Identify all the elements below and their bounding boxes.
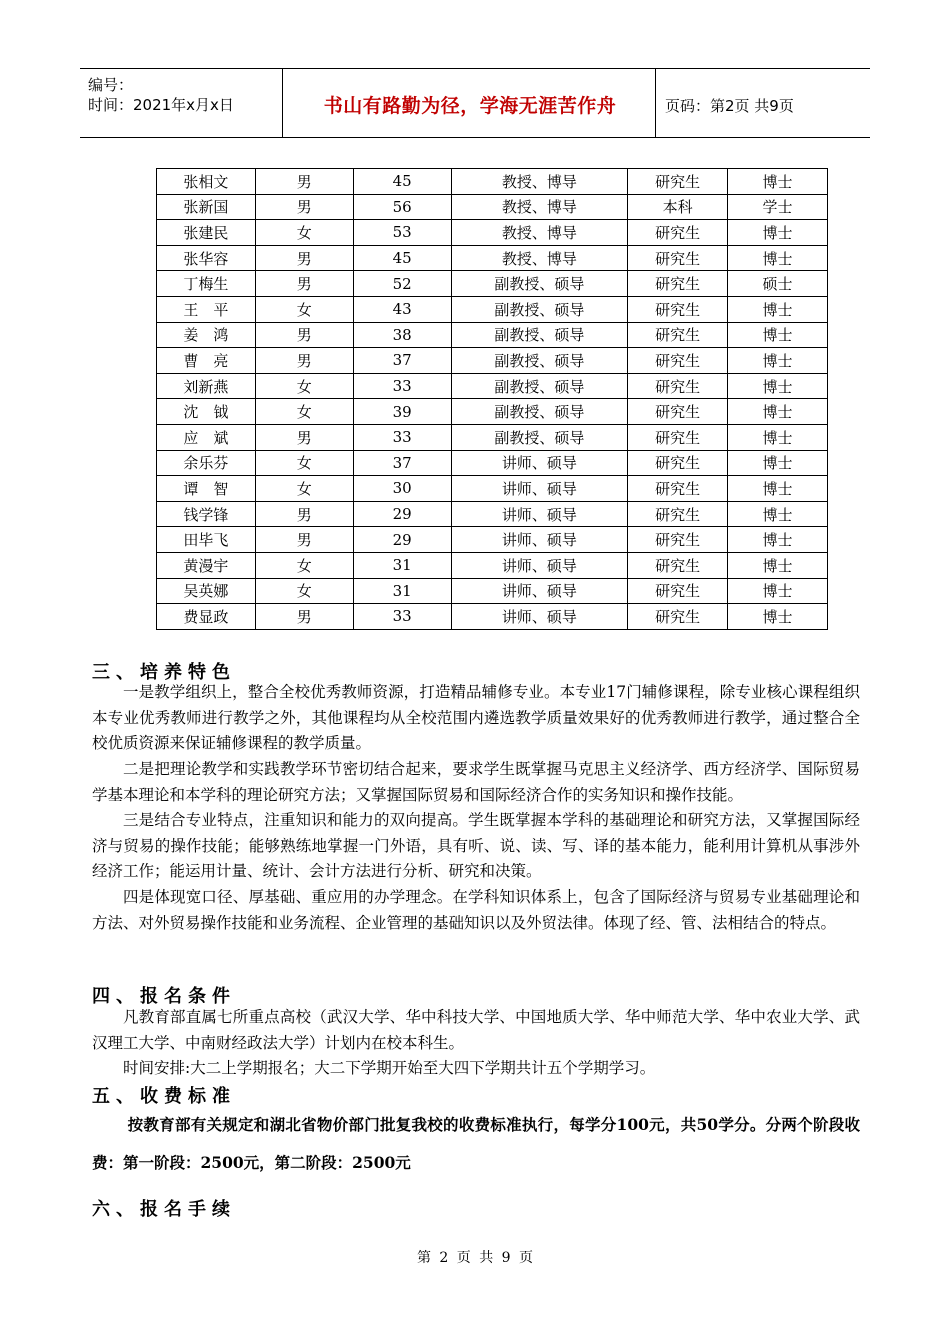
table-row bbox=[157, 476, 828, 502]
education-cell: 研究生 bbox=[628, 296, 728, 322]
name-cell: 张华容 bbox=[157, 245, 256, 271]
gender-cell: 男 bbox=[255, 348, 353, 374]
age-cell: 38 bbox=[353, 322, 451, 348]
age-cell: 29 bbox=[353, 527, 451, 553]
degree-cell: 硕士 bbox=[728, 271, 828, 297]
name-cell: 谭 智 bbox=[157, 476, 256, 502]
header-divider bbox=[655, 69, 656, 137]
title-cell: 副教授、硕导 bbox=[451, 348, 628, 374]
title-cell: 副教授、硕导 bbox=[451, 271, 628, 297]
paragraph: 时间安排:大二上学期报名；大二下学期开始至大四下学期共计五个学期学习。 bbox=[123, 1059, 656, 1077]
table-row bbox=[157, 450, 828, 476]
age-cell: 31 bbox=[353, 552, 451, 578]
gender-cell: 男 bbox=[255, 245, 353, 271]
name-cell: 王 平 bbox=[157, 296, 256, 322]
title-cell: 副教授、硕导 bbox=[451, 424, 628, 450]
table-row bbox=[157, 194, 828, 220]
degree-cell: 博士 bbox=[728, 245, 828, 271]
age-cell: 56 bbox=[353, 194, 451, 220]
table-row bbox=[157, 245, 828, 271]
document-time-label: 时间：2021年x月x日 bbox=[88, 96, 234, 114]
education-cell: 研究生 bbox=[628, 220, 728, 246]
title-cell: 讲师、硕导 bbox=[451, 552, 628, 578]
education-cell: 研究生 bbox=[628, 271, 728, 297]
education-cell: 研究生 bbox=[628, 245, 728, 271]
title-cell: 教授、博导 bbox=[451, 220, 628, 246]
degree-cell: 博士 bbox=[728, 296, 828, 322]
header-motto: 书山有路勤为径，学海无涯苦作舟 bbox=[323, 95, 617, 117]
education-cell: 研究生 bbox=[628, 501, 728, 527]
title-cell: 讲师、硕导 bbox=[451, 578, 628, 604]
age-cell: 53 bbox=[353, 220, 451, 246]
name-cell: 田毕飞 bbox=[157, 527, 256, 553]
age-cell: 52 bbox=[353, 271, 451, 297]
gender-cell: 女 bbox=[255, 373, 353, 399]
table-row bbox=[157, 578, 828, 604]
title-cell: 讲师、硕导 bbox=[451, 604, 628, 630]
education-cell: 研究生 bbox=[628, 322, 728, 348]
education-cell: 研究生 bbox=[628, 604, 728, 630]
age-cell: 45 bbox=[353, 169, 451, 195]
title-cell: 副教授、硕导 bbox=[451, 296, 628, 322]
name-cell: 费显政 bbox=[157, 604, 256, 630]
age-cell: 39 bbox=[353, 399, 451, 425]
age-cell: 30 bbox=[353, 476, 451, 502]
gender-cell: 女 bbox=[255, 296, 353, 322]
paragraph: 三是结合专业特点，注重知识和能力的双向提高。学生既掌握本学科的基础理论和研究方法，又掌握国际经济与贸易的操作技能；能够熟练地掌握一门外语，具有听、说、读、写、译的基本能力，能利用计算机从事涉外经济工作；能运用计量、统计、会计方法进行分析、研究和决策。 bbox=[92, 811, 860, 880]
name-cell: 吴英娜 bbox=[157, 578, 256, 604]
section-title-enrollment-conditions: 四、报名条件 bbox=[92, 986, 236, 1007]
education-cell: 研究生 bbox=[628, 527, 728, 553]
name-cell: 丁梅生 bbox=[157, 271, 256, 297]
age-cell: 33 bbox=[353, 373, 451, 399]
degree-cell: 博士 bbox=[728, 501, 828, 527]
age-cell: 37 bbox=[353, 348, 451, 374]
page-header bbox=[80, 68, 870, 138]
section-title-training-features: 三、培养特色 bbox=[92, 662, 236, 683]
education-cell: 研究生 bbox=[628, 399, 728, 425]
education-cell: 研究生 bbox=[628, 169, 728, 195]
header-divider bbox=[282, 69, 283, 137]
header-page-info: 页码：第2页 共9页 bbox=[665, 97, 794, 115]
staff-table-body bbox=[157, 169, 828, 630]
age-cell: 33 bbox=[353, 424, 451, 450]
name-cell: 沈 钺 bbox=[157, 399, 256, 425]
title-cell: 副教授、硕导 bbox=[451, 322, 628, 348]
name-cell: 黄漫宇 bbox=[157, 552, 256, 578]
gender-cell: 男 bbox=[255, 501, 353, 527]
age-cell: 33 bbox=[353, 604, 451, 630]
paragraph: 四是体现宽口径、厚基础、重应用的办学理念。在学科知识体系上，包含了国际经济与贸易专业基础理论和方法、对外贸易操作技能和业务流程、企业管理的基础知识以及外贸法律。体现了经、管、法相结合的特点。 bbox=[92, 888, 860, 932]
title-cell: 副教授、硕导 bbox=[451, 373, 628, 399]
title-cell: 讲师、硕导 bbox=[451, 527, 628, 553]
gender-cell: 女 bbox=[255, 578, 353, 604]
name-cell: 张新国 bbox=[157, 194, 256, 220]
degree-cell: 博士 bbox=[728, 578, 828, 604]
document-number-label: 编号： bbox=[88, 76, 134, 94]
education-cell: 研究生 bbox=[628, 348, 728, 374]
degree-cell: 博士 bbox=[728, 322, 828, 348]
table-row bbox=[157, 604, 828, 630]
gender-cell: 女 bbox=[255, 220, 353, 246]
page-footer: 第 2 页 共 9 页 bbox=[416, 1250, 534, 1266]
fee-paragraph: 按教育部有关规定和湖北省物价部门批复我校的收费标准执行，每学分100元，共50学分。分两个阶段收费：第一阶段：2500元，第二阶段：2500元 bbox=[92, 1115, 860, 1172]
degree-cell: 博士 bbox=[728, 169, 828, 195]
gender-cell: 男 bbox=[255, 527, 353, 553]
degree-cell: 博士 bbox=[728, 348, 828, 374]
age-cell: 31 bbox=[353, 578, 451, 604]
table-row bbox=[157, 399, 828, 425]
header-meta bbox=[88, 75, 234, 115]
title-cell: 教授、博导 bbox=[451, 245, 628, 271]
staff-table bbox=[156, 168, 828, 630]
age-cell: 45 bbox=[353, 245, 451, 271]
degree-cell: 博士 bbox=[728, 450, 828, 476]
gender-cell: 女 bbox=[255, 476, 353, 502]
degree-cell: 博士 bbox=[728, 399, 828, 425]
table-row bbox=[157, 271, 828, 297]
education-cell: 研究生 bbox=[628, 578, 728, 604]
education-cell: 研究生 bbox=[628, 552, 728, 578]
name-cell: 张建民 bbox=[157, 220, 256, 246]
section-title-fee-standard: 五、收费标准 bbox=[92, 1086, 236, 1107]
education-cell: 本科 bbox=[628, 194, 728, 220]
gender-cell: 女 bbox=[255, 450, 353, 476]
gender-cell: 男 bbox=[255, 604, 353, 630]
table-row bbox=[157, 296, 828, 322]
degree-cell: 博士 bbox=[728, 220, 828, 246]
gender-cell: 男 bbox=[255, 271, 353, 297]
gender-cell: 女 bbox=[255, 399, 353, 425]
age-cell: 37 bbox=[353, 450, 451, 476]
age-cell: 43 bbox=[353, 296, 451, 322]
education-cell: 研究生 bbox=[628, 424, 728, 450]
degree-cell: 博士 bbox=[728, 604, 828, 630]
name-cell: 应 斌 bbox=[157, 424, 256, 450]
paragraph: 凡教育部直属七所重点高校（武汉大学、华中科技大学、中国地质大学、华中师范大学、华中农业大学、武汉理工大学、中南财经政法大学）计划内在校本科生。 bbox=[92, 1008, 860, 1052]
gender-cell: 男 bbox=[255, 194, 353, 220]
table-row bbox=[157, 527, 828, 553]
title-cell: 教授、博导 bbox=[451, 169, 628, 195]
table-row bbox=[157, 501, 828, 527]
gender-cell: 男 bbox=[255, 169, 353, 195]
name-cell: 姜 鸿 bbox=[157, 322, 256, 348]
age-cell: 29 bbox=[353, 501, 451, 527]
section-title-registration-procedure: 六、报名手续 bbox=[92, 1199, 236, 1220]
degree-cell: 博士 bbox=[728, 424, 828, 450]
gender-cell: 女 bbox=[255, 552, 353, 578]
title-cell: 教授、博导 bbox=[451, 194, 628, 220]
table-row bbox=[157, 373, 828, 399]
name-cell: 余乐芬 bbox=[157, 450, 256, 476]
education-cell: 研究生 bbox=[628, 373, 728, 399]
name-cell: 曹 亮 bbox=[157, 348, 256, 374]
degree-cell: 博士 bbox=[728, 552, 828, 578]
table-row bbox=[157, 552, 828, 578]
table-row bbox=[157, 424, 828, 450]
title-cell: 讲师、硕导 bbox=[451, 501, 628, 527]
table-row bbox=[157, 322, 828, 348]
name-cell: 钱学锋 bbox=[157, 501, 256, 527]
table-row bbox=[157, 220, 828, 246]
paragraph: 一是教学组织上，整合全校优秀教师资源，打造精品辅修专业。本专业17门辅修课程，除专业核心课程组织本专业优秀教师进行教学之外，其他课程均从全校范围内遴选教学质量效果好的优秀教师进行教学，通过整合全校优质资源来保证辅修课程的教学质量。 bbox=[92, 683, 860, 752]
degree-cell: 博士 bbox=[728, 527, 828, 553]
title-cell: 讲师、硕导 bbox=[451, 450, 628, 476]
education-cell: 研究生 bbox=[628, 450, 728, 476]
degree-cell: 学士 bbox=[728, 194, 828, 220]
degree-cell: 博士 bbox=[728, 373, 828, 399]
gender-cell: 男 bbox=[255, 424, 353, 450]
paragraph: 二是把理论教学和实践教学环节密切结合起来，要求学生既掌握马克思主义经济学、西方经济学、国际贸易学基本理论和本学科的理论研究方法；又掌握国际贸易和国际经济合作的实务知识和操作技能。 bbox=[92, 760, 860, 804]
table-row bbox=[157, 169, 828, 195]
table-row bbox=[157, 348, 828, 374]
gender-cell: 男 bbox=[255, 322, 353, 348]
title-cell: 讲师、硕导 bbox=[451, 476, 628, 502]
degree-cell: 博士 bbox=[728, 476, 828, 502]
education-cell: 研究生 bbox=[628, 476, 728, 502]
name-cell: 刘新燕 bbox=[157, 373, 256, 399]
name-cell: 张相文 bbox=[157, 169, 256, 195]
title-cell: 副教授、硕导 bbox=[451, 399, 628, 425]
